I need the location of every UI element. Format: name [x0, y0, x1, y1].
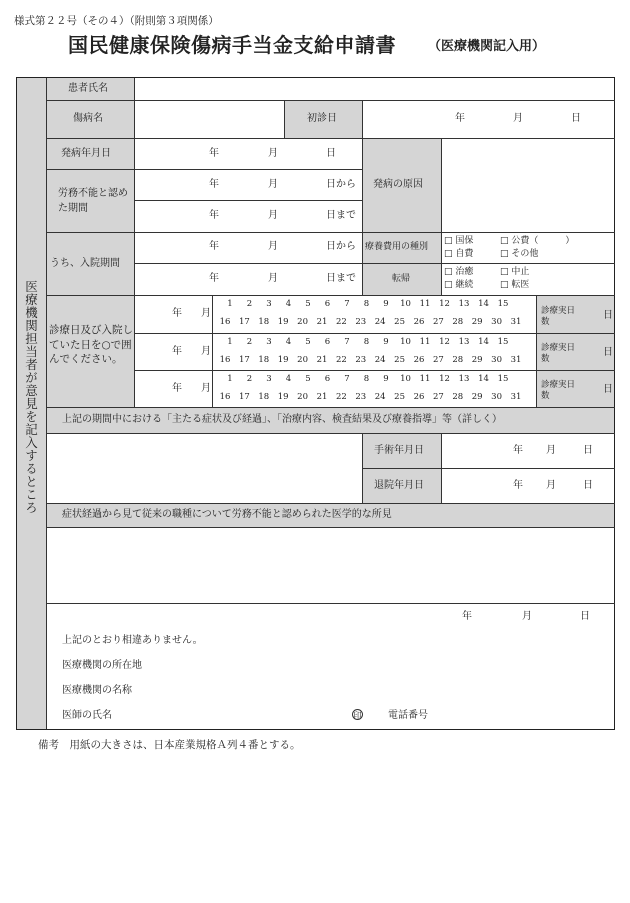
- day-number[interactable]: 10: [400, 337, 411, 347]
- year-unit: 年: [513, 480, 523, 491]
- day-number[interactable]: 16: [219, 355, 231, 365]
- day-number[interactable]: 9: [383, 374, 389, 384]
- day-number[interactable]: 13: [458, 374, 470, 384]
- year-unit: 年: [455, 113, 465, 124]
- day-number[interactable]: 1: [227, 374, 233, 384]
- grid-line: [134, 200, 362, 201]
- month-unit: 月: [268, 241, 278, 252]
- injury-name-field[interactable]: [135, 101, 283, 137]
- grid-line: [46, 603, 615, 604]
- certify-text: 上記のとおり相違ありません。: [62, 635, 203, 646]
- patient-name-label: 患者氏名: [68, 83, 108, 94]
- grid-line: [284, 100, 285, 138]
- onset-date-label: 発病年月日: [61, 148, 111, 159]
- day-number[interactable]: 26: [413, 317, 425, 327]
- expense-option-kokuho[interactable]: □ 国保: [444, 236, 474, 246]
- day-number[interactable]: 25: [394, 392, 405, 402]
- day-unit: 日: [583, 480, 593, 491]
- injury-name-label: 傷病名: [73, 113, 103, 124]
- day-number[interactable]: 20: [297, 392, 308, 402]
- day-number[interactable]: 7: [344, 299, 350, 309]
- day-number[interactable]: 4: [285, 337, 292, 347]
- form-code: 様式第２２号（その４）（附則第３項関係）: [14, 15, 219, 27]
- grid-line: [134, 370, 615, 371]
- month-unit: 月: [546, 445, 556, 456]
- day-number[interactable]: 31: [510, 392, 522, 402]
- day-number[interactable]: 22: [335, 355, 347, 365]
- doctor-name-label: 医師の氏名: [62, 710, 112, 721]
- day-number[interactable]: 5: [305, 374, 311, 384]
- day-number[interactable]: 19: [277, 392, 289, 402]
- day-number[interactable]: 27: [432, 317, 444, 327]
- discharge-date-label: 退院年月日: [374, 480, 424, 491]
- expense-option-sonota[interactable]: □ その他: [500, 249, 539, 259]
- day-number[interactable]: 6: [324, 299, 331, 309]
- month-unit: 月: [513, 113, 523, 124]
- year-unit: 年: [209, 273, 219, 284]
- day-number[interactable]: 21: [316, 317, 328, 327]
- day-number[interactable]: 31: [510, 317, 522, 327]
- day-number[interactable]: 14: [478, 337, 489, 347]
- day-number[interactable]: 12: [439, 374, 450, 384]
- grid-line: [212, 295, 213, 407]
- month-unit: 月: [201, 383, 211, 394]
- day-number[interactable]: 2: [246, 299, 253, 309]
- day-unit: 日: [326, 148, 336, 159]
- day-number[interactable]: 30: [491, 392, 502, 402]
- year-unit: 年: [462, 611, 472, 622]
- day-unit: 日: [603, 347, 613, 358]
- visit-count-label: 診療実日数: [541, 343, 576, 364]
- outcome-option-tenin[interactable]: □ 転医: [500, 280, 530, 290]
- day-number[interactable]: 30: [491, 355, 502, 365]
- day-number[interactable]: 14: [478, 374, 489, 384]
- day-number[interactable]: 1: [227, 299, 233, 309]
- day-number[interactable]: 14: [478, 299, 489, 309]
- day-number[interactable]: 12: [439, 337, 450, 347]
- grid-line: [46, 295, 615, 296]
- day-number[interactable]: 20: [297, 355, 308, 365]
- day-number[interactable]: 4: [285, 299, 292, 309]
- day-number[interactable]: 26: [413, 392, 425, 402]
- day-number[interactable]: 27: [432, 355, 444, 365]
- year-unit: 年: [209, 179, 219, 190]
- day-number[interactable]: 9: [383, 299, 389, 309]
- day-number[interactable]: 28: [452, 317, 464, 327]
- day-unit: 日: [571, 113, 581, 124]
- day-number[interactable]: 28: [452, 355, 464, 365]
- day-number[interactable]: 3: [266, 299, 272, 309]
- month-unit: 月: [268, 273, 278, 284]
- day-number[interactable]: 3: [266, 337, 272, 347]
- grid-line: [46, 232, 615, 233]
- day-number[interactable]: 24: [374, 317, 386, 327]
- day-number[interactable]: 8: [363, 374, 370, 384]
- visit-count-label: 診療実日数: [541, 306, 576, 327]
- day-unit: 日: [603, 310, 613, 321]
- month-unit: 月: [201, 346, 211, 357]
- grid-line: [46, 169, 362, 170]
- day-number[interactable]: 26: [413, 355, 425, 365]
- symptoms-field[interactable]: [47, 434, 361, 502]
- day-unit: 日: [580, 611, 590, 622]
- from-unit: 日から: [326, 179, 356, 190]
- day-number[interactable]: 18: [258, 317, 270, 327]
- day-number[interactable]: 8: [363, 337, 370, 347]
- day-number[interactable]: 22: [335, 317, 347, 327]
- day-number[interactable]: 17: [238, 317, 250, 327]
- patient-name-field[interactable]: [135, 79, 614, 99]
- day-number[interactable]: 31: [510, 355, 522, 365]
- day-number[interactable]: 15: [497, 374, 509, 384]
- day-number[interactable]: 29: [471, 317, 483, 327]
- visit-count-label: 診療実日数: [541, 380, 576, 401]
- day-number[interactable]: 15: [497, 337, 509, 347]
- outcome-option-chiyu[interactable]: □ 治癒: [444, 267, 474, 277]
- day-number[interactable]: 1: [227, 337, 233, 347]
- year-unit: 年: [513, 445, 523, 456]
- outcome-label: 転帰: [392, 274, 411, 284]
- symptoms-label: 上記の期間中における「主たる症状及び経過」、「治療内容、検査結果及び療養指導」等（詳しく）: [62, 414, 502, 425]
- day-number[interactable]: 12: [439, 299, 450, 309]
- day-number[interactable]: 23: [355, 317, 367, 327]
- footnote: 備考 用紙の大きさは、日本産業規格Ａ列４番とする。: [38, 739, 301, 751]
- day-number[interactable]: 13: [458, 337, 470, 347]
- facility-name-label: 医療機関の名称: [62, 685, 132, 696]
- day-number[interactable]: 2: [246, 337, 253, 347]
- day-number[interactable]: 27: [432, 392, 444, 402]
- month-unit: 月: [268, 148, 278, 159]
- day-number[interactable]: 11: [419, 299, 431, 309]
- year-unit: 年: [209, 241, 219, 252]
- day-number[interactable]: 23: [355, 355, 367, 365]
- grid-line: [362, 433, 363, 503]
- outcome-option-keizoku[interactable]: □ 継続: [444, 280, 474, 290]
- day-number[interactable]: 9: [383, 337, 389, 347]
- page-subtitle: （医療機関記入用）: [428, 39, 546, 54]
- phone-label: 電話番号: [388, 710, 428, 721]
- day-number[interactable]: 21: [316, 392, 328, 402]
- grid-line: [134, 263, 615, 264]
- from-unit: 日から: [326, 241, 356, 252]
- cause-field[interactable]: [442, 139, 614, 231]
- grid-line: [362, 100, 363, 295]
- month-unit: 月: [268, 179, 278, 190]
- day-number[interactable]: 7: [344, 337, 350, 347]
- seal-mark: 印: [353, 711, 362, 720]
- day-number[interactable]: 5: [305, 299, 311, 309]
- day-number[interactable]: 20: [297, 317, 308, 327]
- day-number[interactable]: 3: [266, 374, 272, 384]
- opinion-label: 症状経過から見て従来の職種について労務不能と認められた医学的な所見: [62, 509, 392, 520]
- expense-option-jihi[interactable]: □ 自費: [444, 249, 474, 259]
- visit-days-label: 診療日及び入院していた日を○で囲んでください。: [49, 324, 133, 365]
- to-unit: 日まで: [326, 210, 356, 221]
- day-number[interactable]: 25: [394, 317, 405, 327]
- day-number[interactable]: 2: [246, 374, 253, 384]
- day-number[interactable]: 13: [458, 299, 470, 309]
- month-unit: 月: [522, 611, 532, 622]
- year-unit: 年: [209, 210, 219, 221]
- day-number[interactable]: 18: [258, 392, 270, 402]
- day-number[interactable]: 7: [344, 374, 350, 384]
- day-number[interactable]: 16: [219, 392, 231, 402]
- work-incapacity-label: 労務不能と認めた期間: [58, 188, 128, 214]
- day-number[interactable]: 6: [324, 337, 331, 347]
- grid-line: [362, 468, 615, 469]
- day-number[interactable]: 10: [400, 374, 411, 384]
- first-visit-label: 初診日: [307, 113, 337, 124]
- hospitalization-label: うち、入院期間: [50, 258, 120, 269]
- month-unit: 月: [268, 210, 278, 221]
- expense-type-label: 療養費用の種別: [365, 242, 429, 252]
- year-unit: 年: [172, 383, 182, 394]
- day-number[interactable]: 19: [277, 355, 289, 365]
- day-number[interactable]: 10: [400, 299, 411, 309]
- surgery-date-label: 手術年月日: [374, 445, 424, 456]
- day-unit: 日: [603, 384, 613, 395]
- opinion-field[interactable]: [47, 528, 614, 602]
- cause-label: 発病の原因: [373, 179, 423, 190]
- page-title: 国民健康保険傷病手当金支給申請書: [68, 33, 396, 57]
- grid-line: [134, 333, 615, 334]
- day-number[interactable]: 17: [238, 392, 250, 402]
- day-number[interactable]: 29: [471, 355, 483, 365]
- facility-address-label: 医療機関の所在地: [62, 660, 142, 671]
- to-unit: 日まで: [326, 273, 356, 284]
- day-number[interactable]: 23: [355, 392, 367, 402]
- day-number[interactable]: 29: [471, 392, 483, 402]
- expense-option-kohi[interactable]: □ 公費（ ）: [500, 236, 575, 246]
- month-unit: 月: [546, 480, 556, 491]
- day-number[interactable]: 5: [305, 337, 311, 347]
- grid-line: [46, 100, 615, 101]
- day-unit: 日: [583, 445, 593, 456]
- day-number[interactable]: 22: [335, 392, 347, 402]
- day-number[interactable]: 24: [374, 355, 386, 365]
- day-number[interactable]: 15: [497, 299, 509, 309]
- year-unit: 年: [209, 148, 219, 159]
- day-number[interactable]: 28: [452, 392, 464, 402]
- year-unit: 年: [172, 346, 182, 357]
- day-number[interactable]: 25: [394, 355, 405, 365]
- grid-line: [46, 503, 615, 504]
- grid-line: [46, 78, 47, 729]
- day-number[interactable]: 30: [491, 317, 502, 327]
- day-number[interactable]: 8: [363, 299, 370, 309]
- year-unit: 年: [172, 308, 182, 319]
- day-number[interactable]: 4: [285, 374, 292, 384]
- day-number[interactable]: 21: [316, 355, 328, 365]
- day-number[interactable]: 17: [238, 355, 250, 365]
- grid-line: [46, 407, 615, 408]
- grid-line: [536, 295, 537, 407]
- day-number[interactable]: 24: [374, 392, 386, 402]
- day-number[interactable]: 11: [419, 337, 431, 347]
- month-unit: 月: [201, 308, 211, 319]
- side-label: 医療機関担当者が意見を記入するところ: [23, 280, 39, 514]
- day-number[interactable]: 6: [324, 374, 331, 384]
- outcome-option-chushi[interactable]: □ 中止: [500, 267, 530, 277]
- day-number[interactable]: 19: [277, 317, 289, 327]
- grid-line: [441, 433, 442, 503]
- day-number[interactable]: 11: [419, 374, 431, 384]
- day-number[interactable]: 16: [219, 317, 231, 327]
- day-number[interactable]: 18: [258, 355, 270, 365]
